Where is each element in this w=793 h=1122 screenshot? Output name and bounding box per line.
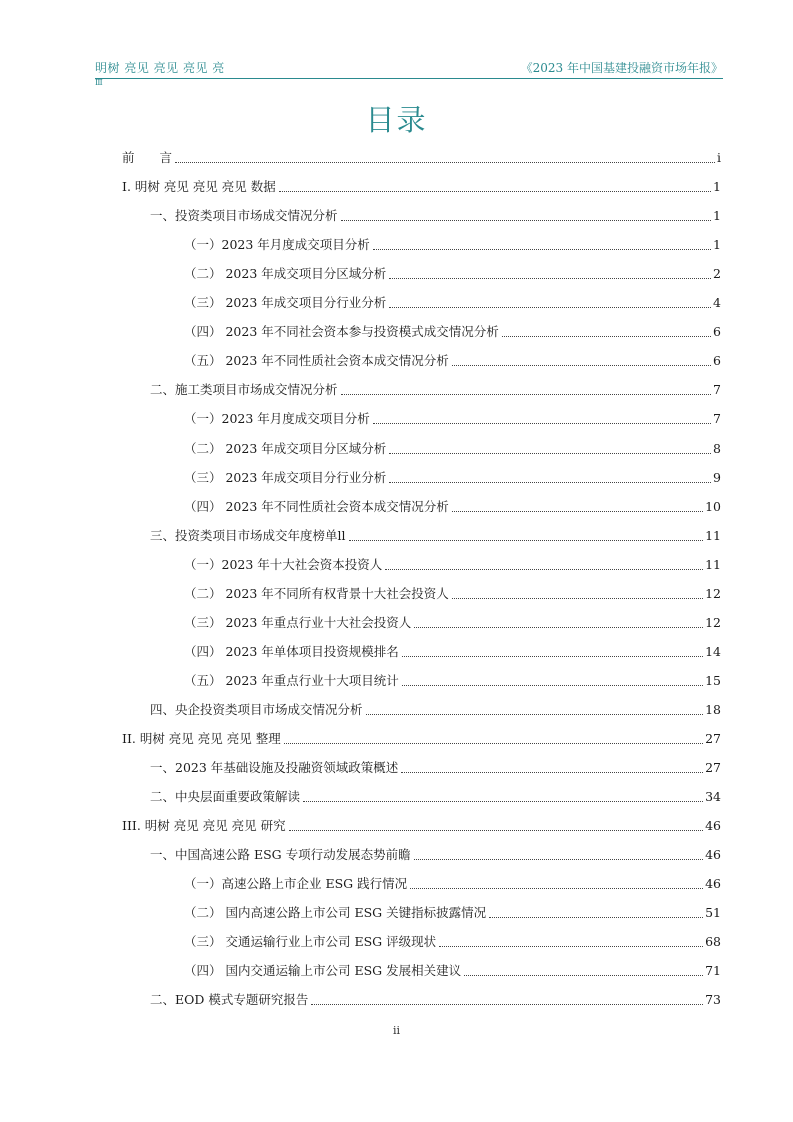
page-header — [95, 56, 723, 79]
toc-leader-dots — [489, 916, 703, 918]
toc-leader-dots — [341, 219, 712, 221]
toc-entry-label: （二） 国内高速公路上市公司 ESG 关键指标披露情况 — [184, 905, 487, 921]
toc-entry[interactable] — [184, 961, 721, 979]
toc-entry-label: 一、投资类项目市场成交情况分析 — [150, 208, 338, 224]
toc-leader-dots — [389, 306, 711, 308]
header-mark: Ⅲ — [95, 78, 103, 87]
toc-entry[interactable] — [150, 206, 721, 224]
toc-entry[interactable] — [184, 903, 721, 921]
toc-entry-page: 6 — [713, 353, 721, 369]
toc-entry-page: 11 — [705, 556, 721, 572]
toc-entry-label: 三、投资类项目市场成交年度榜单ll — [150, 527, 346, 543]
toc-entry[interactable] — [150, 526, 721, 544]
toc-entry-page: 34 — [705, 789, 721, 805]
toc-entry-label: 二、施工类项目市场成交情况分析 — [150, 382, 338, 398]
toc-entry-page: 1 — [713, 237, 721, 253]
toc-leader-dots — [284, 742, 703, 744]
toc-entry-label: II. 明树 亮见 亮见 亮见 整理 — [122, 731, 281, 746]
toc-leader-dots — [414, 626, 703, 628]
toc-leader-dots — [389, 277, 711, 279]
toc-entry[interactable] — [122, 816, 721, 834]
toc-entry-page: 11 — [705, 527, 721, 543]
toc-entry[interactable] — [184, 642, 721, 660]
toc-leader-dots — [410, 887, 703, 889]
toc-entry-label: 四、央企投资类项目市场成交情况分析 — [150, 701, 363, 717]
toc-leader-dots — [289, 829, 703, 831]
toc-entry-label: （二） 2023 年成交项目分区域分析 — [184, 440, 387, 456]
toc-entry[interactable] — [184, 932, 721, 950]
toc-entry[interactable] — [184, 293, 721, 311]
toc-entry[interactable] — [184, 468, 721, 486]
toc-leader-dots — [341, 393, 712, 395]
toc-entry-label: （三） 2023 年成交项目分行业分析 — [184, 469, 387, 485]
toc-entry[interactable] — [184, 671, 721, 689]
toc-entry-page: 8 — [713, 440, 721, 456]
toc-entry-label: （一）2023 年月度成交项目分析 — [184, 237, 370, 253]
toc-entry-page: 68 — [705, 934, 721, 950]
toc-entry-page: i — [717, 150, 721, 165]
toc-leader-dots — [452, 597, 703, 599]
toc-entry-page: 1 — [713, 208, 721, 224]
toc-leader-dots — [464, 974, 703, 976]
toc-entry-page: 2 — [713, 266, 721, 282]
toc-entry[interactable] — [184, 613, 721, 631]
toc-entry-label: （三） 2023 年成交项目分行业分析 — [184, 295, 387, 311]
toc-entry[interactable] — [184, 409, 721, 427]
toc-leader-dots — [349, 539, 704, 541]
toc-entry[interactable] — [150, 700, 721, 718]
toc-entry[interactable] — [184, 874, 721, 892]
toc-entry[interactable] — [150, 845, 721, 863]
toc-entry-page: 14 — [705, 643, 721, 659]
toc-entry-page: 18 — [705, 701, 721, 717]
toc-entry-label: 一、2023 年基础设施及投融资领域政策概述 — [150, 760, 399, 776]
toc-entry[interactable] — [184, 584, 721, 602]
toc-entry-label: （一）2023 年月度成交项目分析 — [184, 411, 370, 427]
toc-leader-dots — [389, 481, 711, 483]
toc-leader-dots — [502, 335, 711, 337]
toc-entry-page: 51 — [705, 905, 721, 921]
toc-leader-dots — [452, 510, 703, 512]
toc-entry-page: 46 — [705, 818, 721, 834]
toc-entry-label: （四） 2023 年单体项目投资规模排名 — [184, 643, 399, 659]
toc-leader-dots — [366, 713, 704, 715]
toc-entry-label: （一）2023 年十大社会资本投资人 — [184, 556, 383, 572]
toc-entry[interactable] — [184, 497, 721, 515]
toc-entry-label: （五） 2023 年重点行业十大项目统计 — [184, 672, 399, 688]
toc-entry[interactable] — [122, 729, 721, 747]
toc-leader-dots — [279, 190, 711, 192]
toc-entry[interactable] — [122, 148, 721, 166]
toc-entry-page: 46 — [705, 847, 721, 863]
toc-entry[interactable] — [184, 439, 721, 457]
toc-entry[interactable] — [184, 322, 721, 340]
toc-entry-page: 15 — [705, 672, 721, 688]
toc-entry-page: 9 — [713, 469, 721, 485]
toc-entry-page: 7 — [713, 411, 721, 427]
toc-entry[interactable] — [184, 264, 721, 282]
toc-entry-label: 二、中央层面重要政策解读 — [150, 789, 301, 805]
toc-entry[interactable] — [122, 177, 721, 195]
toc-entry-label: （二） 2023 年成交项目分区域分析 — [184, 266, 387, 282]
toc-entry-page: 71 — [705, 963, 721, 979]
toc-entry-page: 10 — [705, 498, 721, 514]
toc-entry[interactable] — [150, 380, 721, 398]
toc-leader-dots — [389, 452, 711, 454]
toc-entry-label: （四） 2023 年不同社会资本参与投资模式成交情况分析 — [184, 324, 499, 340]
toc-entry-page: 12 — [705, 585, 721, 601]
toc-entry-label: 一、中国高速公路 ESG 专项行动发展态势前瞻 — [150, 847, 411, 863]
toc-entry-page: 1 — [713, 179, 721, 195]
toc-entry-label: III. 明树 亮见 亮见 亮见 研究 — [122, 818, 286, 834]
toc-leader-dots — [402, 655, 703, 657]
toc-entry-label: 二、EOD 模式专题研究报告 — [150, 992, 309, 1008]
toc-entry-label: （五） 2023 年不同性质社会资本成交情况分析 — [184, 353, 449, 369]
header-report-title: 《2023 年中国基建投融资市场年报》 — [520, 61, 723, 75]
toc-entry[interactable] — [184, 235, 721, 253]
toc-leader-dots — [401, 771, 703, 773]
toc-entry-label: （二） 2023 年不同所有权背景十大社会投资人 — [184, 585, 449, 601]
toc-entry-label: （三） 2023 年重点行业十大社会投资人 — [184, 614, 412, 630]
toc-entry-page: 27 — [705, 760, 721, 776]
toc-entry-label: 前 言 — [122, 150, 173, 165]
toc-entry-label: I. 明树 亮见 亮见 亮见 数据 — [122, 179, 276, 195]
toc-entry-page: 6 — [713, 324, 721, 340]
page-number: ii — [392, 1024, 401, 1037]
header-left-text: 明树 亮见 亮见 亮见 亮 — [95, 61, 225, 75]
toc-entry[interactable] — [184, 555, 721, 573]
toc-entry[interactable] — [184, 351, 721, 369]
toc-leader-dots — [175, 161, 715, 163]
toc-leader-dots — [452, 364, 711, 366]
page-title: 目录 — [365, 103, 428, 137]
toc-entry-label: （四） 国内交通运输上市公司 ESG 发展相关建议 — [184, 963, 462, 979]
toc-leader-dots — [373, 422, 711, 424]
toc-entry-label: （一）高速公路上市企业 ESG 践行情况 — [184, 876, 408, 892]
toc-entry-page: 4 — [713, 295, 721, 311]
toc-leader-dots — [414, 858, 703, 860]
toc-leader-dots — [373, 248, 711, 250]
toc-leader-dots — [385, 568, 703, 570]
toc-entry-page: 73 — [705, 992, 721, 1008]
toc-entry-page: 27 — [705, 731, 721, 746]
toc-entry[interactable] — [150, 758, 721, 776]
toc-leader-dots — [303, 800, 703, 802]
toc-leader-dots — [402, 684, 703, 686]
toc-leader-dots — [439, 945, 703, 947]
toc-entry-page: 46 — [705, 876, 721, 892]
toc-entry-page: 12 — [705, 614, 721, 630]
toc-entry[interactable] — [150, 787, 721, 805]
toc-entry-page: 7 — [713, 382, 721, 398]
toc-entry[interactable] — [150, 990, 721, 1008]
toc-entry-label: （四） 2023 年不同性质社会资本成交情况分析 — [184, 498, 449, 514]
toc-leader-dots — [311, 1003, 703, 1005]
toc-entry-label: （三） 交通运输行业上市公司 ESG 评级现状 — [184, 934, 437, 950]
